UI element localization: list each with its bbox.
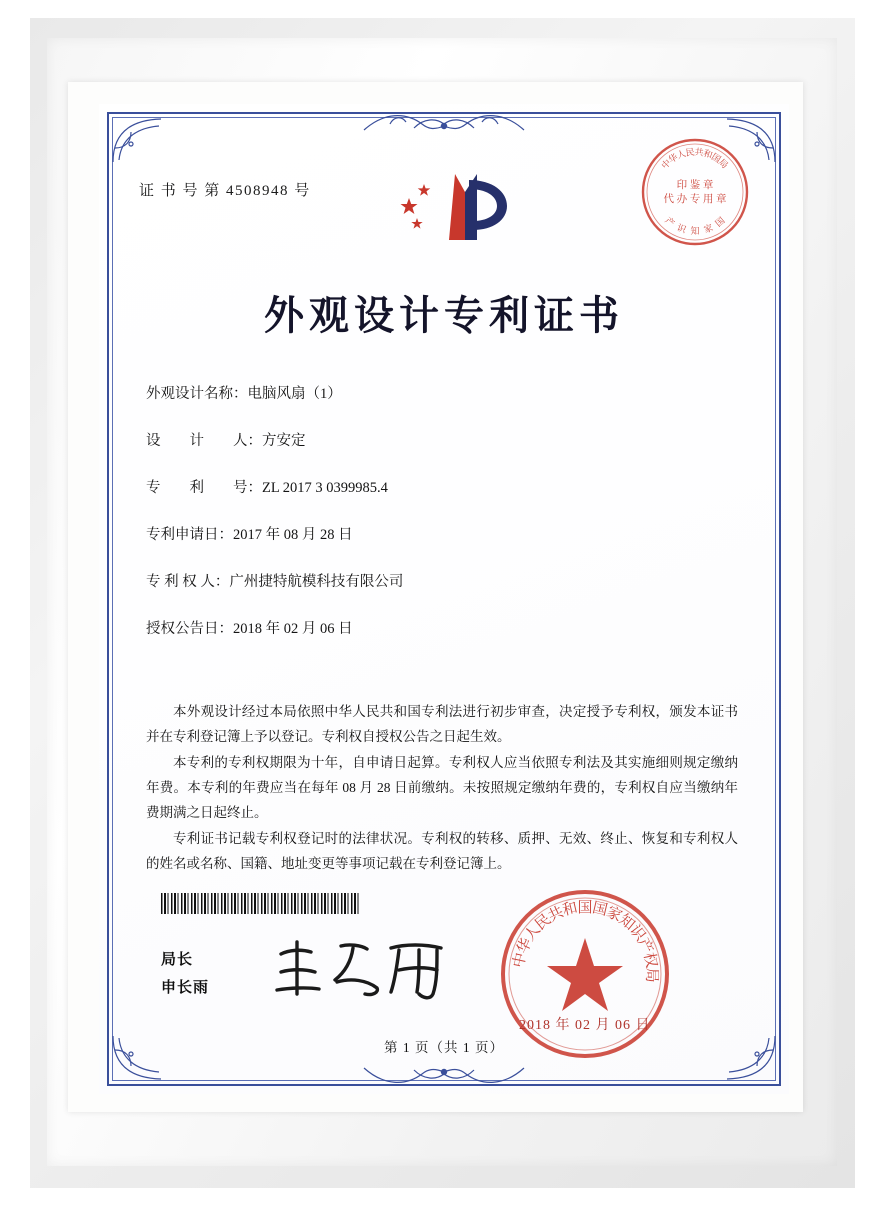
paragraph: 本外观设计经过本局依照中华人民共和国专利法进行初步审查，决定授予专利权，颁发本证书并在专利登记簿上予以登记。专利权自授权公告之日起生效。: [146, 704, 738, 744]
svg-text:华: 华: [514, 935, 536, 957]
field-label: 设 计 人：: [146, 433, 262, 449]
field-design-name: [146, 382, 736, 403]
paragraph: 专利证书记载专利权登记时的法律状况。专利权的转移、质押、无效、终止、恢复和专利权人的姓名或名称、国籍、地址变更等事项记载在专利登记簿上。: [146, 831, 738, 871]
svg-text:家: 家: [603, 904, 625, 926]
svg-text:国: 国: [709, 151, 723, 165]
agency-seal-icon: [639, 136, 751, 248]
svg-text:局: 局: [716, 156, 731, 171]
director-name: 申长雨: [161, 980, 210, 996]
svg-text:共: 共: [694, 146, 705, 158]
svg-text:中: 中: [659, 157, 673, 171]
svg-text:局: 局: [642, 967, 660, 983]
svg-text:人: 人: [675, 148, 688, 161]
field-label: 专利申请日：: [146, 527, 233, 543]
field-label: 专 利 权 人：: [146, 574, 230, 590]
field-designer: [146, 429, 736, 450]
svg-text:共: 共: [545, 904, 567, 926]
svg-text:国: 国: [590, 900, 609, 920]
svg-text:民: 民: [532, 911, 555, 934]
field-list: [146, 382, 736, 664]
field-value: 广州捷特航模科技有限公司: [229, 574, 404, 590]
field-label: 专 利 号：: [146, 480, 262, 496]
flourish-bottom-icon: [354, 1060, 534, 1090]
field-grant-date: [146, 617, 736, 638]
cnipa-logo-icon: [389, 166, 519, 248]
svg-text:人: 人: [522, 922, 544, 945]
svg-text:华: 华: [666, 151, 680, 166]
certificate-number-suffix: 号: [294, 183, 311, 199]
field-value: 2018 年 02 月 06 日: [233, 621, 353, 637]
body-text: [146, 699, 738, 877]
svg-text:国: 国: [713, 215, 727, 229]
svg-text:印 鉴 章: 印 鉴 章: [676, 180, 714, 191]
svg-text:识: 识: [626, 922, 648, 945]
flourish-top-icon: [354, 108, 534, 138]
certificate-number-label: 证 书 号 第: [139, 183, 221, 199]
certificate-number-value: 4508948: [226, 183, 290, 199]
director-title-label: 局长: [161, 952, 194, 968]
seal-date: 2018 年 02 月 06 日: [519, 1018, 651, 1033]
field-value: 电脑风扇（1）: [247, 386, 342, 402]
svg-text:产: 产: [663, 215, 677, 229]
field-application-date: [146, 523, 736, 544]
svg-text:国: 国: [577, 900, 593, 916]
field-patentee: [146, 570, 736, 591]
svg-text:知: 知: [690, 226, 700, 236]
field-label: 外观设计名称：: [146, 386, 248, 402]
svg-text:民: 民: [685, 146, 696, 158]
field-value: 方安定: [262, 433, 306, 449]
handwritten-signature-icon: [267, 932, 457, 1004]
svg-text:权: 权: [640, 951, 659, 970]
svg-text:识: 识: [675, 222, 688, 235]
svg-text:知: 知: [615, 911, 638, 934]
svg-text:和: 和: [561, 900, 580, 920]
page-footer: 第 1 页（共 1 页）: [384, 1040, 504, 1055]
field-label: 授权公告日：: [146, 621, 233, 637]
svg-text:和: 和: [702, 147, 714, 161]
field-patent-number: [146, 476, 736, 497]
svg-text:代 办 专 用 章: 代 办 专 用 章: [663, 194, 727, 205]
field-value: ZL 2017 3 0399985.4: [262, 480, 388, 496]
certificate-number-line: [139, 179, 311, 200]
svg-text:家: 家: [702, 222, 715, 235]
patent-barcode: [161, 893, 359, 914]
svg-text:中: 中: [511, 951, 530, 970]
svg-text:产: 产: [634, 935, 656, 957]
page-title: 外观设计专利证书: [264, 292, 624, 339]
certificate-sheet: [99, 104, 789, 1094]
paragraph: 本专利的专利权期限为十年，自申请日起算。专利权人应当依照专利法及其实施细则规定缴纳年费。本专利的年费应当在每年 08 月 28 日前缴纳。未按照规定缴纳年费的，专利权自应当缴纳年费期满之日起终止。: [146, 755, 738, 820]
field-value: 2017 年 08 月 28 日: [233, 527, 353, 543]
